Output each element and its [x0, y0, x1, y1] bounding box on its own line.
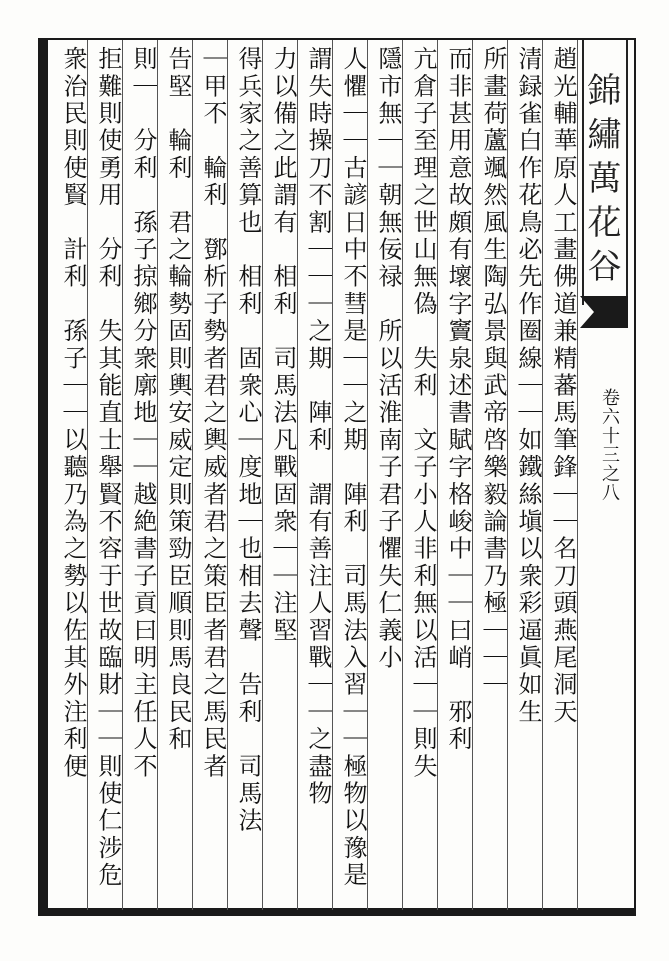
text-column: 人懼｜｜古諺日中不彗是｜｜之期 陣利 司馬法入習｜｜極物以豫是	[339, 46, 367, 890]
column-rule	[297, 40, 298, 910]
text-column: 力以備之此謂有 相利 司馬法凡戰固衆｜｜注堅	[269, 46, 297, 645]
text-column: ｜甲不 輪利 鄧析子勢者君之輿威者君之策臣者君之馬民者	[199, 46, 227, 781]
column-rule	[367, 40, 368, 910]
column-rule	[122, 40, 123, 910]
text-column: 拒難則使勇用 分利 失其能直士舉賢不容于世故臨財｜｜則使仁涉危	[94, 46, 122, 890]
book-title-banner: 錦繡萬花谷	[582, 40, 628, 305]
column-rule	[87, 40, 88, 910]
column-rule	[227, 40, 228, 910]
column-rule	[507, 40, 508, 910]
page-frame	[38, 38, 636, 916]
text-column: 謂失時操刀不割｜｜｜之期 陣利 謂有善注人習戰｜｜之盡物	[304, 46, 332, 808]
column-rule	[332, 40, 333, 910]
text-column: 而非甚用意故頗有壞字竇泉述書賦字格峻中｜｜曰峭 邪利	[444, 46, 472, 754]
text-column: 則｜ 分利 孫子掠鄉分衆廓地｜｜越絶書子貢曰明主任人不	[129, 46, 157, 781]
column-rule	[402, 40, 403, 910]
column-rule	[542, 40, 543, 910]
text-column: 趙光輔華原人工畫佛道兼精蕃馬筆鋒｜｜名刀頭燕尾洞天	[549, 46, 577, 726]
fish-tail-mark-icon	[578, 290, 630, 334]
text-column: 衆治民則使賢 計利 孫子｜｜以聽乃為之勢以佐其外注利便	[59, 46, 87, 781]
text-column: 得兵家之善算也 相利 固衆心｜度地｜也相去聲 告利 司馬法	[234, 46, 262, 835]
text-column: 所畫荷蘆颯然風生陶弘景與武帝啓樂毅論書乃極｜｜｜	[479, 46, 507, 699]
volume-label: 卷六十三之八	[599, 388, 620, 502]
text-column: 告堅 輪利 君之輪勢固則輿安威定則策勁臣順則馬良民和	[164, 46, 192, 754]
text-column: 清録雀白作花鳥必先作圈線｜｜如鐵絲塡以衆彩逼眞如生	[514, 46, 542, 726]
column-rule	[437, 40, 438, 910]
column-rule	[262, 40, 263, 910]
column-rule	[157, 40, 158, 910]
column-rule	[472, 40, 473, 910]
column-rule	[577, 40, 578, 910]
column-rule	[192, 40, 193, 910]
text-column: 亢倉子至理之世山無偽 失利 文子小人非利無以活｜｜則失	[409, 46, 437, 781]
text-column: 隱市無｜｜朝無佞禄 所以活淮南子君子懼失仁義小	[374, 46, 402, 672]
